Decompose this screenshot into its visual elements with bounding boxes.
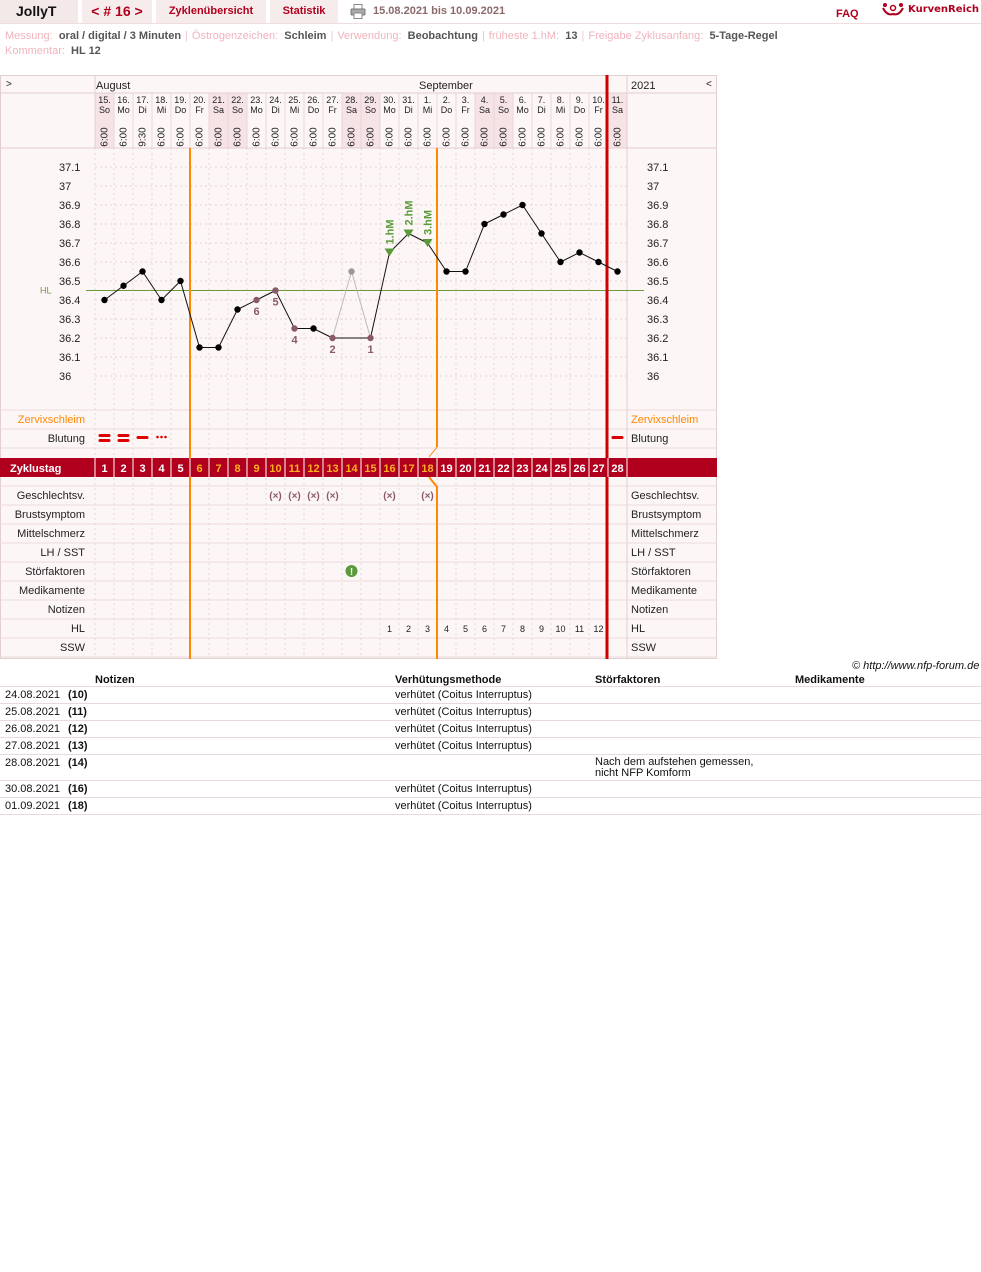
y-tick-left: 36.9 <box>59 200 81 212</box>
printer-icon[interactable] <box>350 4 366 19</box>
day-date: 30. <box>383 95 396 105</box>
day-date: 25. <box>288 95 301 105</box>
note-method: verhütet (Coitus Interruptus) <box>395 800 532 812</box>
day-weekday: Sa <box>478 105 491 115</box>
temp-point <box>481 221 487 227</box>
cycle-day-number: 21 <box>478 463 491 475</box>
day-time: 6:00 <box>536 127 548 147</box>
day-time: 6:00 <box>327 127 339 147</box>
row-label: LH / SST <box>40 547 85 559</box>
day-weekday: Di <box>271 105 280 115</box>
low-count-label: 2 <box>329 344 336 356</box>
low-count-label: 5 <box>272 296 279 309</box>
row-label-right: Geschlechtsv. <box>631 490 700 502</box>
y-tick-left: 36.6 <box>59 257 81 269</box>
day-date: 16. <box>117 95 130 105</box>
y-tick-left: 37 <box>59 181 72 193</box>
gv-symbol: (×) <box>383 491 396 502</box>
nav-cycle-overview[interactable]: Zyklenübersicht <box>156 0 266 23</box>
note-method: verhütet (Coitus Interruptus) <box>395 723 532 735</box>
row-label: Mittelschmerz <box>17 528 85 540</box>
y-tick-left: 36.7 <box>59 238 81 250</box>
y-tick-right: 36.6 <box>647 257 669 269</box>
gv-symbol: (×) <box>307 491 320 502</box>
temp-point <box>291 325 297 331</box>
cycle-day-number: 24 <box>535 463 548 475</box>
note-cycle-day: (10) <box>68 689 88 701</box>
temp-point <box>196 344 202 350</box>
nav-statistics[interactable]: Statistik <box>270 0 338 23</box>
day-date: 3. <box>461 95 470 105</box>
meta-value: Beobachtung <box>407 30 478 42</box>
y-tick-right: 36.2 <box>647 333 669 345</box>
cycle-day-number: 28 <box>611 463 624 475</box>
cycle-day-number: 11 <box>288 463 301 475</box>
day-time: 6:00 <box>612 127 624 147</box>
temp-point <box>272 287 278 293</box>
day-weekday: Fr <box>461 105 470 115</box>
day-time: 6:00 <box>479 127 491 147</box>
cycle-day-number: 14 <box>345 463 358 475</box>
temp-point <box>234 306 240 312</box>
day-weekday: Mi <box>555 105 566 115</box>
note-cycle-day: (18) <box>68 800 88 812</box>
row-label: SSW <box>59 642 85 654</box>
col-notizen: Notizen <box>95 674 135 686</box>
top-bar <box>0 0 981 24</box>
day-date: 2. <box>442 95 451 105</box>
cycle-day-number: 10 <box>269 463 282 475</box>
day-date: 8. <box>556 95 565 105</box>
row-label: Brustsymptom <box>14 509 85 521</box>
col-medikamente: Medikamente <box>795 674 865 686</box>
meta-label: Freigabe Zyklusanfang: <box>588 30 704 42</box>
notes-row <box>0 687 981 704</box>
day-weekday: Sa <box>212 105 225 115</box>
meta-value: oral / digital / 3 Minuten <box>58 30 182 42</box>
day-date: 17. <box>136 95 149 105</box>
temp-point <box>348 268 354 274</box>
hl-number: 4 <box>443 624 450 634</box>
cycle-day-number: 6 <box>196 463 203 475</box>
temp-point <box>576 249 582 255</box>
y-tick-left: 36.1 <box>59 352 81 364</box>
day-weekday: So <box>364 105 377 115</box>
cycle-day-number: 4 <box>158 463 165 475</box>
col-stoerfaktoren: Störfaktoren <box>595 674 661 686</box>
y-tick-right: 36.9 <box>647 200 669 212</box>
year-label: 2021 <box>631 80 656 92</box>
day-time: 6:00 <box>441 127 453 147</box>
row-label-zervix: Zervixschleim <box>17 414 85 426</box>
day-time: 6:00 <box>232 127 244 147</box>
day-date: 11. <box>611 95 624 105</box>
day-time: 6:00 <box>308 127 320 147</box>
row-label: Notizen <box>47 604 85 616</box>
cycle-day-number: 17 <box>402 463 415 475</box>
meta-value: 5-Tage-Regel <box>709 30 778 42</box>
day-time: 6:00 <box>99 127 111 147</box>
cycle-day-number: 26 <box>573 463 586 475</box>
bleeding-medium <box>612 436 624 439</box>
day-time: 6:00 <box>517 127 529 147</box>
low-count-label: 6 <box>253 306 260 318</box>
note-date: 01.09.2021 <box>5 800 61 812</box>
day-date: 5. <box>499 95 508 105</box>
notes-row <box>0 738 981 755</box>
day-weekday: So <box>497 105 510 115</box>
bleeding-spotting <box>156 436 159 439</box>
meta-label: Messung: <box>5 30 53 42</box>
cycle-day-number: 9 <box>253 463 260 475</box>
day-date: 22. <box>231 95 244 105</box>
day-time: 6:00 <box>213 127 225 147</box>
day-time: 6:00 <box>365 127 377 147</box>
cycle-day-number: 2 <box>120 463 127 475</box>
y-tick-right: 36.4 <box>647 295 669 307</box>
day-time: 6:00 <box>175 127 187 147</box>
cycle-day-number: 8 <box>234 463 241 475</box>
y-tick-left: 36 <box>59 371 72 383</box>
cycle-day-number: 15 <box>364 463 377 475</box>
day-time: 6:00 <box>574 127 586 147</box>
next-arrow: < <box>706 79 712 90</box>
row-label-blutung-right: Blutung <box>631 433 669 445</box>
temp-point <box>329 335 335 341</box>
temp-point <box>614 268 620 274</box>
comment-info <box>5 45 101 57</box>
meta-value: Schleim <box>284 30 327 42</box>
logo-text: KurvenReich <box>908 4 980 15</box>
row-label: Geschlechtsv. <box>16 490 85 502</box>
note-date: 30.08.2021 <box>5 783 61 795</box>
day-weekday: Di <box>404 105 413 115</box>
day-time: 6:00 <box>555 127 567 147</box>
day-date: 28. <box>345 95 358 105</box>
gv-symbol: (×) <box>421 491 434 502</box>
day-date: 31. <box>402 95 415 105</box>
bleeding-spotting <box>160 436 163 439</box>
day-time: 6:00 <box>460 127 472 147</box>
cycle-day-number: 12 <box>307 463 320 475</box>
temp-point <box>538 230 544 236</box>
row-label-right: Mittelschmerz <box>631 528 699 540</box>
notes-row <box>0 755 981 781</box>
day-weekday: Sa <box>611 105 624 115</box>
note-cycle-day: (13) <box>68 740 88 752</box>
cycle-day-number: 20 <box>459 463 472 475</box>
row-label: HL <box>70 623 85 635</box>
row-label: Medikamente <box>18 585 85 597</box>
note-method: verhütet (Coitus Interruptus) <box>395 689 532 701</box>
temp-point <box>215 344 221 350</box>
cycle-day-number: 3 <box>139 463 146 475</box>
day-weekday: Di <box>138 105 147 115</box>
temp-point <box>253 297 259 303</box>
day-weekday: Mi <box>289 105 300 115</box>
y-tick-right: 36.5 <box>647 276 669 288</box>
meta-separator: | <box>581 30 585 42</box>
row-label-right: HL <box>631 623 646 635</box>
y-tick-right: 36.1 <box>647 352 669 364</box>
high-marker-label: 3.hM <box>422 209 435 235</box>
hl-number: 6 <box>481 624 488 634</box>
y-tick-left: 37.1 <box>59 162 81 174</box>
day-weekday: Do <box>307 105 320 115</box>
measurement-info <box>5 30 778 42</box>
meta-label: Östrogenzeichen: <box>191 30 279 42</box>
notes-row <box>0 798 981 815</box>
cycle-day-number: 7 <box>215 463 222 475</box>
row-label-blutung: Blutung <box>47 433 85 445</box>
day-weekday: Mo <box>250 105 263 115</box>
hl-number: 1 <box>386 624 393 634</box>
note-date: 24.08.2021 <box>5 689 61 701</box>
day-weekday: Sa <box>345 105 358 115</box>
row-label-right: Störfaktoren <box>631 566 691 578</box>
low-count-label: 4 <box>291 334 298 347</box>
cycle-day-number: 23 <box>516 463 529 475</box>
day-weekday: So <box>98 105 111 115</box>
gv-symbol: (×) <box>288 491 301 502</box>
day-date: 15. <box>98 95 111 105</box>
note-cycle-day: (16) <box>68 783 88 795</box>
day-time: 6:00 <box>498 127 510 147</box>
bleeding-strong <box>118 439 130 442</box>
hl-number: 2 <box>405 624 412 634</box>
day-weekday: Mo <box>516 105 529 115</box>
gv-symbol: (×) <box>326 491 339 502</box>
temp-point <box>443 268 449 274</box>
day-time: 6:00 <box>593 127 605 147</box>
bleeding-medium <box>137 436 149 439</box>
day-date: 9. <box>575 95 584 105</box>
hl-number: 5 <box>462 624 469 634</box>
day-time: 6:00 <box>289 127 301 147</box>
cycle-day-number: 19 <box>440 463 453 475</box>
day-time: 6:00 <box>422 127 434 147</box>
cycle-navigator[interactable]: < # 16 > <box>82 0 152 23</box>
day-date: 29. <box>364 95 377 105</box>
day-weekday: Mi <box>422 105 433 115</box>
note-cycle-day: (14) <box>68 757 88 769</box>
cycle-day-number: 5 <box>177 463 184 475</box>
y-tick-right: 36.8 <box>647 219 669 231</box>
cycle-day-number: 22 <box>497 463 510 475</box>
hl-number: 10 <box>555 624 566 634</box>
temp-point <box>595 259 601 265</box>
user-name: JollyT <box>0 0 78 23</box>
logo-heart-icon <box>881 2 905 20</box>
y-tick-left: 36.5 <box>59 276 81 288</box>
y-tick-left: 36.2 <box>59 333 81 345</box>
kurvenreich-logo[interactable] <box>881 2 981 20</box>
day-date: 4. <box>480 95 489 105</box>
day-weekday: Mo <box>383 105 396 115</box>
cycle-day-number: 25 <box>554 463 567 475</box>
row-label-right: Medikamente <box>631 585 698 597</box>
day-weekday: Do <box>573 105 586 115</box>
month-label: August <box>96 80 131 92</box>
day-time: 6:00 <box>118 127 130 147</box>
day-date: 7. <box>537 95 546 105</box>
day-date: 24. <box>269 95 282 105</box>
row-label: Störfaktoren <box>25 566 85 578</box>
chart-background <box>0 75 717 659</box>
temp-point <box>120 283 126 289</box>
temp-point <box>177 278 183 284</box>
day-date: 19. <box>174 95 187 105</box>
day-weekday: Do <box>174 105 187 115</box>
day-weekday: Mo <box>117 105 130 115</box>
day-time: 6:00 <box>270 127 282 147</box>
bleeding-strong <box>99 434 111 437</box>
hl-number: 7 <box>500 624 507 634</box>
day-weekday: Fr <box>195 105 204 115</box>
day-weekday: Fr <box>594 105 603 115</box>
y-tick-right: 36.3 <box>647 314 669 326</box>
note-method: verhütet (Coitus Interruptus) <box>395 740 532 752</box>
date-range: 15.08.2021 bis 10.09.2021 <box>373 5 506 17</box>
day-date: 18. <box>155 95 168 105</box>
y-tick-right: 36.7 <box>647 238 669 250</box>
day-time: 6:00 <box>156 127 168 147</box>
row-label-right: Brustsymptom <box>631 509 702 521</box>
prev-arrow: > <box>6 79 12 90</box>
day-time: 6:00 <box>251 127 263 147</box>
day-weekday: So <box>231 105 244 115</box>
meta-label: Verwendung: <box>337 30 402 42</box>
faq-link[interactable]: FAQ <box>836 8 859 20</box>
cycle-day-number: 18 <box>421 463 434 475</box>
y-tick-right: 36 <box>647 371 660 383</box>
high-marker-label: 1.hM <box>384 219 397 245</box>
y-tick-left: 36.8 <box>59 219 81 231</box>
temp-point <box>310 325 316 331</box>
hl-number: 11 <box>574 624 585 634</box>
day-time: 6:00 <box>403 127 415 147</box>
day-date: 20. <box>193 95 206 105</box>
cycle-day-label: Zyklustag <box>10 463 62 475</box>
day-weekday: Di <box>537 105 546 115</box>
comment-label: Kommentar: <box>5 45 65 57</box>
note-method: verhütet (Coitus Interruptus) <box>395 706 532 718</box>
hl-number: 9 <box>538 624 545 634</box>
copyright: © http://www.nfp-forum.de <box>852 660 980 672</box>
day-weekday: Do <box>440 105 453 115</box>
disturbance-icon-glyph: ! <box>349 567 354 578</box>
notes-header <box>0 673 981 687</box>
note-date: 26.08.2021 <box>5 723 61 735</box>
note-date: 25.08.2021 <box>5 706 61 718</box>
meta-separator: | <box>330 30 334 42</box>
meta-separator: | <box>481 30 485 42</box>
day-date: 21. <box>212 95 225 105</box>
note-cycle-day: (11) <box>68 706 87 718</box>
day-date: 26. <box>307 95 320 105</box>
note-disturbance: Nach dem aufstehen gemessen, nicht NFP Komform <box>595 756 754 779</box>
hl-number: 12 <box>593 624 604 634</box>
day-date: 23. <box>250 95 263 105</box>
hl-number: 8 <box>519 624 526 634</box>
note-cycle-day: (12) <box>68 723 88 735</box>
temp-point <box>139 268 145 274</box>
hl-label: HL <box>40 285 52 296</box>
meta-label: früheste 1.hM: <box>488 30 560 42</box>
bleeding-strong <box>99 439 111 442</box>
meta-value: 13 <box>565 30 578 42</box>
note-date: 27.08.2021 <box>5 740 61 752</box>
hl-number: 3 <box>424 624 431 634</box>
bleeding-spotting <box>164 436 167 439</box>
y-tick-right: 37 <box>647 181 660 193</box>
notes-row <box>0 721 981 738</box>
notes-row <box>0 781 981 798</box>
note-method: verhütet (Coitus Interruptus) <box>395 783 532 795</box>
temp-point <box>367 335 373 341</box>
gv-symbol: (×) <box>269 491 282 502</box>
temp-point <box>519 202 525 208</box>
note-date: 28.08.2021 <box>5 757 61 769</box>
day-time: 6:00 <box>346 127 358 147</box>
high-marker-label: 2.hM <box>403 200 416 226</box>
meta-separator: | <box>185 30 188 42</box>
y-tick-right: 37.1 <box>647 162 669 174</box>
day-date: 10. <box>592 95 605 105</box>
temp-point <box>500 211 506 217</box>
row-label-right: SSW <box>631 642 657 654</box>
temp-point <box>557 259 563 265</box>
comment-value: HL 12 <box>71 45 101 57</box>
row-label-zervix-right: Zervixschleim <box>631 414 699 426</box>
day-weekday: Mi <box>156 105 167 115</box>
low-count-label: 1 <box>367 344 374 356</box>
cycle-day-number: 16 <box>383 463 396 475</box>
cycle-day-number: 27 <box>592 463 605 475</box>
day-date: 1. <box>423 95 432 105</box>
notes-table <box>0 673 981 815</box>
col-methode: Verhütungsmethode <box>395 674 502 686</box>
row-label-right: LH / SST <box>631 547 676 559</box>
day-date: 6. <box>518 95 527 105</box>
notes-row <box>0 704 981 721</box>
temp-point <box>101 297 107 303</box>
cycle-day-number: 13 <box>326 463 339 475</box>
row-label-right: Notizen <box>631 604 669 616</box>
temp-point <box>462 268 468 274</box>
cycle-day-number: 1 <box>101 463 108 475</box>
cycle-chart <box>0 75 717 659</box>
day-weekday: Fr <box>328 105 337 115</box>
day-time: 6:00 <box>194 127 206 147</box>
day-date: 27. <box>326 95 339 105</box>
day-time: 9:30 <box>137 127 149 147</box>
y-tick-left: 36.3 <box>59 314 81 326</box>
bleeding-strong <box>118 434 130 437</box>
temp-point <box>158 297 164 303</box>
month-label: September <box>419 80 473 92</box>
y-tick-left: 36.4 <box>59 295 81 307</box>
day-time: 6:00 <box>384 127 396 147</box>
